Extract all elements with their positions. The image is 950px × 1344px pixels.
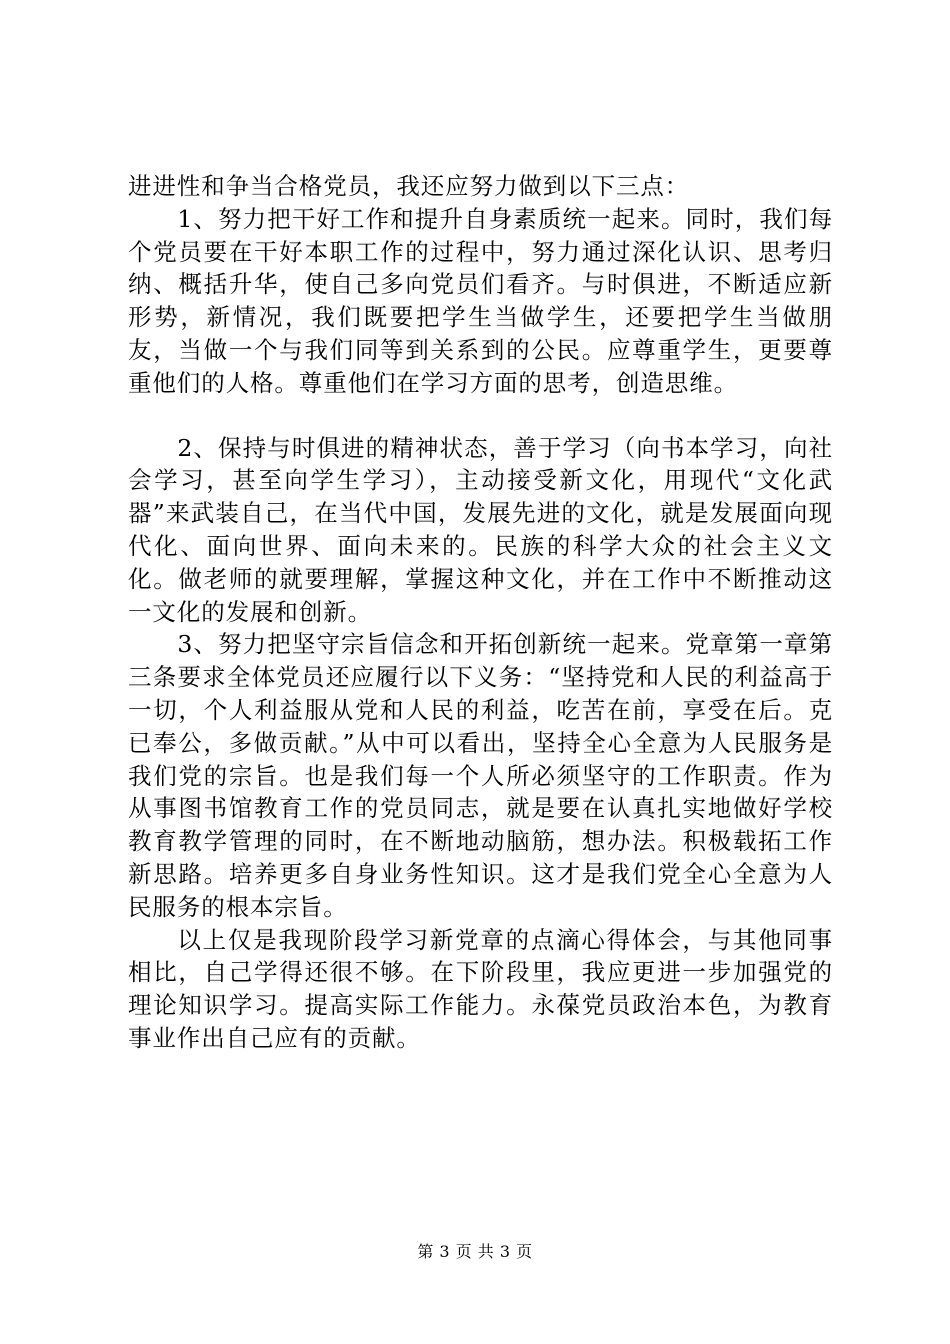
- paragraph-intro: 进进性和争当合格党员，我还应努力做到以下三点：: [128, 172, 690, 200]
- document-body: [128, 170, 833, 1055]
- page-number-footer: 第 3 页 共 3 页: [417, 1242, 533, 1261]
- paragraph-point-3: 3、努力把坚守宗旨信念和开拓创新统一起来。党章第一章第三条要求全体党员还应履行以下义务：“坚持党和人民的利益高于一切，个人利益服从党和人民的利益，吃苦在前，享受在后。克已奉公，多做贡献。”从中可以看出，坚持全心全意为人民服务是我们党的宗旨。也是我们每一个人所必须坚守的工作职责。作为从事图书馆教育工作的党员同志，就是要在认真扎实地做好学校教育教学管理的同时，在不断地动脑筋，想办法。积极载拓工作新思路。培养更多自身业务性知识。这才是我们党全心全意为人民服务的根本宗旨。: [128, 630, 833, 921]
- paragraph-conclusion: 以上仅是我现阶段学习新党章的点滴心得体会，与其他同事相比，自己学得还很不够。在下阶段里，我应更进一步加强党的理论知识学习。提高实际工作能力。永葆党员政治本色，为教育事业作出自己应有的贡献。: [128, 925, 833, 1052]
- paragraph-point-1: 1、努力把干好工作和提升自身素质统一起来。同时，我们每个党员要在干好本职工作的过程中，努力通过深化认识、思考归纳、概括升华，使自己多向党员们看齐。与时俱进，不断适应新形势，新情况，我们既要把学生当做学生，还要把学生当做朋友，当做一个与我们同等到关系到的公民。应尊重学生，更要尊重他们的人格。尊重他们在学习方面的思考，创造思维。: [128, 204, 833, 397]
- paragraph-point-2: 2、保持与时俱进的精神状态，善于学习（向书本学习，向社会学习，甚至向学生学习），主动接受新文化，用现代“文化武器”来武装自己，在当代中国，发展先进的文化，就是发展面向现代化、面向世界、面向未来的。民族的科学大众的社会主义文化。做老师的就要理解，掌握这种文化，并在工作中不断推动这一文化的发展和创新。: [128, 433, 833, 626]
